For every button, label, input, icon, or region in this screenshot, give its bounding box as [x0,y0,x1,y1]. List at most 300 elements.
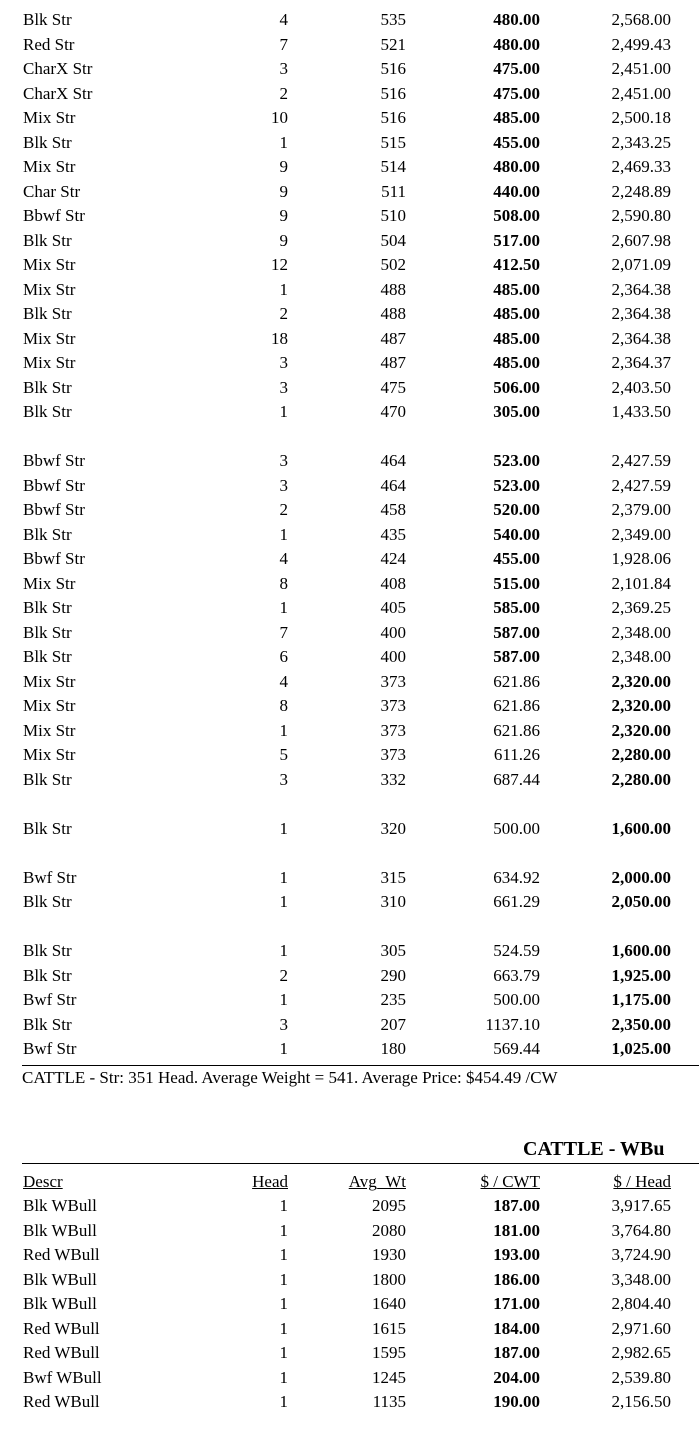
cell-head: 1 [279,402,288,421]
table-row [0,253,699,278]
cell-price-cwt: 475.00 [493,59,540,78]
cell-avg-wt: 464 [380,451,406,470]
cell-avg-wt: 405 [380,598,406,617]
cell-head: 1 [279,892,288,911]
cell-head: 1 [279,720,288,740]
cell-price-cwt: 1137.10 [485,1014,540,1034]
cell-avg-wt: 290 [380,965,406,985]
section-title-divider [22,1163,699,1164]
cell-avg-wt: 511 [381,181,406,201]
cell-avg-wt: 2095 [372,1196,406,1215]
cell-avg-wt: 180 [380,1039,406,1058]
cell-price-cwt: 621.86 [493,696,540,715]
cell-price-cwt: 184.00 [493,1318,540,1338]
cell-price-head: 2,379.00 [611,500,671,519]
cell-price-head: 2,568.00 [611,10,671,29]
cell-head: 1 [279,1367,288,1387]
cell-avg-wt: 2080 [372,1220,406,1240]
cell-price-head: 2,364.37 [611,353,671,372]
cell-avg-wt: 235 [380,990,406,1009]
cell-descr: Mix Str [23,255,76,274]
table-row [0,1341,699,1366]
table-row [0,204,699,229]
cell-price-head: 1,600.00 [611,941,671,960]
cell-avg-wt: 1615 [372,1318,406,1338]
cell-price-cwt: 663.79 [493,965,540,985]
cell-price-cwt: 480.00 [493,34,540,54]
table-row [0,155,699,180]
cell-price-head: 2,982.65 [611,1343,671,1362]
cell-price-head: 2,364.38 [611,328,671,348]
cell-price-cwt: 520.00 [493,500,540,519]
table-row [0,498,699,523]
cell-avg-wt: 1595 [372,1343,406,1362]
cell-price-head: 1,600.00 [611,818,671,838]
cell-price-head: 2,156.50 [611,1392,671,1411]
table-row [0,33,699,58]
cell-head: 1 [279,1318,288,1338]
table-header-row [0,1170,699,1194]
cell-head: 8 [279,696,288,715]
cell-avg-wt: 521 [380,34,406,54]
cell-descr: Red WBull [23,1343,100,1362]
cell-avg-wt: 458 [380,500,406,519]
cell-descr: Red Str [23,34,75,54]
cell-avg-wt: 1930 [372,1245,406,1264]
cell-price-cwt: 621.86 [493,671,540,691]
cell-price-head: 2,971.60 [611,1318,671,1338]
cell-head: 4 [279,671,288,691]
cell-price-cwt: 621.86 [493,720,540,740]
cell-avg-wt: 332 [380,769,406,789]
table-row [0,1219,699,1244]
cell-price-cwt: 305.00 [493,402,540,421]
cell-avg-wt: 510 [380,206,406,225]
cell-avg-wt: 1640 [372,1294,406,1313]
cell-descr: Mix Str [23,745,76,764]
cell-avg-wt: 320 [380,818,406,838]
cell-price-cwt: 485.00 [493,279,540,299]
cell-descr: Blk WBull [23,1269,97,1289]
cell-avg-wt: 400 [380,622,406,642]
cell-price-head: 3,724.90 [611,1245,671,1264]
cell-price-cwt: 540.00 [493,524,540,544]
cell-avg-wt: 315 [380,867,406,887]
cell-descr: Red WBull [23,1392,100,1411]
cell-descr: Blk Str [23,304,72,323]
cell-descr: Bbwf Str [23,475,85,495]
cell-avg-wt: 488 [380,279,406,299]
cell-price-cwt: 480.00 [493,157,540,176]
cell-avg-wt: 373 [380,671,406,691]
cell-descr: Blk WBull [23,1294,97,1313]
cell-avg-wt: 305 [380,941,406,960]
cell-price-head: 2,280.00 [611,769,671,789]
table-row [0,1013,699,1038]
cell-head: 1 [279,1294,288,1313]
cell-descr: Blk Str [23,965,72,985]
cell-price-cwt: 186.00 [493,1269,540,1289]
table-row [0,474,699,499]
cell-price-head: 2,499.43 [611,34,671,54]
table-row [0,939,699,964]
cell-head: 10 [271,108,288,127]
table-row [0,1243,699,1268]
header-price-head: $ / Head [613,1172,671,1191]
table-row [0,8,699,33]
table-row [0,964,699,989]
cell-price-cwt: 475.00 [493,83,540,103]
cell-descr: Mix Str [23,671,76,691]
cell-descr: Mix Str [23,279,76,299]
cell-avg-wt: 464 [380,475,406,495]
cell-head: 1 [279,598,288,617]
cell-price-head: 2,590.80 [611,206,671,225]
cell-head: 7 [279,34,288,54]
table-row [0,768,699,793]
cell-descr: Blk Str [23,230,72,250]
cell-descr: Blk Str [23,598,72,617]
cell-head: 1 [279,1269,288,1289]
table-row [0,719,699,744]
cell-price-head: 1,925.00 [611,965,671,985]
cell-descr: CharX Str [23,83,93,103]
table-row [0,645,699,670]
cell-price-cwt: 440.00 [493,181,540,201]
cell-descr: Blk Str [23,377,72,397]
cell-price-cwt: 524.59 [493,941,540,960]
cell-avg-wt: 487 [380,353,406,372]
cell-head: 2 [279,965,288,985]
cell-avg-wt: 516 [380,108,406,127]
cell-price-head: 3,348.00 [611,1269,671,1289]
cell-avg-wt: 1135 [372,1392,406,1411]
cell-avg-wt: 400 [380,647,406,666]
cell-descr: Bbwf Str [23,500,85,519]
cell-avg-wt: 435 [380,524,406,544]
cell-descr: Mix Str [23,696,76,715]
cell-head: 5 [279,745,288,764]
cell-descr: Blk WBull [23,1196,97,1215]
table-row [0,278,699,303]
cell-price-cwt: 585.00 [493,598,540,617]
group-spacer [0,841,699,866]
cell-price-cwt: 508.00 [493,206,540,225]
cell-descr: Mix Str [23,108,76,127]
cell-price-head: 2,804.40 [611,1294,671,1313]
cell-price-head: 2,349.00 [611,524,671,544]
cell-price-head: 2,469.33 [611,157,671,176]
cell-avg-wt: 515 [380,132,406,152]
cell-price-cwt: 187.00 [493,1343,540,1362]
cell-descr: Blk Str [23,769,72,789]
cell-price-head: 2,427.59 [611,475,671,495]
cell-descr: Bwf Str [23,990,77,1009]
cell-price-cwt: 500.00 [493,818,540,838]
cell-descr: Mix Str [23,328,76,348]
cell-descr: Mix Str [23,573,76,593]
cell-price-cwt: 455.00 [493,132,540,152]
cell-head: 1 [279,1245,288,1264]
cell-price-cwt: 506.00 [493,377,540,397]
cell-head: 1 [279,1392,288,1411]
cell-price-head: 2,071.09 [611,255,671,274]
cell-avg-wt: 535 [380,10,406,29]
cell-price-head: 2,248.89 [611,181,671,201]
cell-head: 1 [279,1196,288,1215]
cell-descr: Bwf Str [23,1039,77,1058]
table-row [0,106,699,131]
cell-head: 1 [279,132,288,152]
cell-head: 9 [279,157,288,176]
cell-price-cwt: 485.00 [493,328,540,348]
cell-descr: Blk Str [23,524,72,544]
cell-price-head: 2,050.00 [611,892,671,911]
cell-price-cwt: 687.44 [493,769,540,789]
table-row [0,866,699,891]
cell-price-head: 2,403.50 [611,377,671,397]
table-row [0,890,699,915]
cell-avg-wt: 373 [380,745,406,764]
cell-descr: Blk Str [23,818,72,838]
cell-price-head: 2,364.38 [611,304,671,323]
cell-head: 1 [279,1220,288,1240]
cell-avg-wt: 373 [380,696,406,715]
table-row [0,302,699,327]
table-row [0,1366,699,1391]
cell-price-head: 2,539.80 [611,1367,671,1387]
cell-head: 9 [279,230,288,250]
cell-head: 8 [279,573,288,593]
group-spacer [0,915,699,940]
cell-price-cwt: 500.00 [493,990,540,1009]
header-head: Head [252,1172,288,1191]
wbull-rows [0,1194,699,1415]
cell-head: 1 [279,1343,288,1362]
cell-head: 3 [279,451,288,470]
cell-price-head: 2,320.00 [611,671,671,691]
cell-price-head: 2,343.25 [611,132,671,152]
cell-head: 3 [279,1014,288,1034]
cell-price-head: 2,451.00 [611,59,671,78]
cell-price-head: 2,607.98 [611,230,671,250]
table-row [0,523,699,548]
cell-price-head: 2,451.00 [611,83,671,103]
cell-head: 9 [279,181,288,201]
cell-head: 1 [279,1039,288,1058]
wbull-sales-table [0,1170,699,1415]
table-row [0,1268,699,1293]
cell-price-head: 2,500.18 [611,108,671,127]
cell-head: 2 [279,83,288,103]
cell-price-cwt: 611.26 [493,745,540,764]
table-row [0,572,699,597]
steer-summary-line: CATTLE - Str: 351 Head. Average Weight = 541. Average Price: $454.49 /CW [22,1068,558,1087]
table-row [0,351,699,376]
cell-avg-wt: 1245 [372,1367,406,1387]
cell-descr: Blk Str [23,647,72,666]
table-row [0,547,699,572]
cell-descr: Mix Str [23,720,76,740]
cell-price-head: 1,928.06 [611,549,671,568]
table-row [0,1292,699,1317]
table-row [0,1317,699,1342]
table-row [0,57,699,82]
header-descr: Descr [23,1172,63,1191]
cell-head: 18 [271,328,288,348]
cell-price-head: 2,320.00 [611,696,671,715]
cell-avg-wt: 502 [380,255,406,274]
cell-avg-wt: 514 [380,157,406,176]
cell-avg-wt: 424 [380,549,406,568]
table-row [0,1194,699,1219]
cell-avg-wt: 488 [380,304,406,323]
cell-descr: Blk Str [23,1014,72,1034]
cell-price-cwt: 661.29 [493,892,540,911]
cell-descr: Blk Str [23,402,72,421]
cell-price-cwt: 587.00 [493,622,540,642]
summary-divider [22,1065,699,1066]
cell-head: 3 [279,475,288,495]
cell-descr: Bwf Str [23,867,77,887]
cell-price-head: 2,350.00 [611,1014,671,1034]
table-row [0,1390,699,1415]
table-row [0,1037,699,1062]
cell-price-cwt: 485.00 [493,304,540,323]
cell-price-head: 2,000.00 [611,867,671,887]
table-row [0,988,699,1013]
cell-head: 4 [279,549,288,568]
cell-descr: Blk Str [23,622,72,642]
table-row [0,817,699,842]
cell-avg-wt: 516 [380,83,406,103]
cell-price-head: 2,101.84 [611,573,671,593]
cell-avg-wt: 470 [380,402,406,421]
cell-head: 4 [279,10,288,29]
cell-avg-wt: 408 [380,573,406,593]
cell-price-cwt: 204.00 [493,1367,540,1387]
cell-price-cwt: 190.00 [493,1392,540,1411]
cell-price-cwt: 187.00 [493,1196,540,1215]
cell-price-head: 3,917.65 [611,1196,671,1215]
cell-descr: Blk Str [23,10,72,29]
header-avg-wt: Avg_Wt [348,1172,406,1191]
group-spacer [0,792,699,817]
cell-price-head: 2,427.59 [611,451,671,470]
cell-price-cwt: 515.00 [493,573,540,593]
cell-head: 7 [279,622,288,642]
cell-avg-wt: 516 [380,59,406,78]
cell-head: 2 [279,500,288,519]
table-row [0,694,699,719]
cell-head: 1 [279,818,288,838]
cell-price-cwt: 517.00 [493,230,540,250]
cell-head: 3 [279,769,288,789]
cell-head: 1 [279,867,288,887]
table-row [0,327,699,352]
cell-descr: CharX Str [23,59,93,78]
table-row [0,621,699,646]
cell-price-cwt: 523.00 [493,451,540,470]
cell-price-head: 2,348.00 [611,647,671,666]
cell-descr: Bbwf Str [23,549,85,568]
cell-price-head: 2,364.38 [611,279,671,299]
cell-head: 1 [279,990,288,1009]
cell-descr: Red WBull [23,1245,100,1264]
cell-descr: Bbwf Str [23,206,85,225]
cell-avg-wt: 487 [380,328,406,348]
cell-price-cwt: 171.00 [493,1294,540,1313]
cell-descr: Blk Str [23,892,72,911]
section-title-wbull: CATTLE - WBu [523,1138,665,1160]
cell-descr: Char Str [23,181,81,201]
cell-head: 1 [279,941,288,960]
cell-head: 1 [279,524,288,544]
cell-price-cwt: 455.00 [493,549,540,568]
table-row [0,180,699,205]
cell-price-cwt: 569.44 [493,1039,540,1058]
cell-head: 3 [279,353,288,372]
cell-avg-wt: 504 [380,230,406,250]
table-row [0,743,699,768]
cell-head: 6 [279,647,288,666]
cell-price-cwt: 587.00 [493,647,540,666]
cell-price-cwt: 193.00 [493,1245,540,1264]
cell-price-cwt: 181.00 [493,1220,540,1240]
cell-head: 3 [279,59,288,78]
table-row [0,400,699,425]
cell-price-cwt: 485.00 [493,108,540,127]
cell-head: 2 [279,304,288,323]
cell-price-head: 2,280.00 [611,745,671,764]
cell-descr: Red WBull [23,1318,100,1338]
cell-descr: Bbwf Str [23,451,85,470]
cell-head: 1 [279,279,288,299]
table-row [0,449,699,474]
cell-price-head: 1,025.00 [611,1039,671,1058]
cell-head: 12 [271,255,288,274]
table-row [0,131,699,156]
cell-descr: Bwf WBull [23,1367,102,1387]
cell-price-cwt: 634.92 [493,867,540,887]
cell-head: 3 [279,377,288,397]
cell-head: 9 [279,206,288,225]
table-row [0,596,699,621]
table-row [0,376,699,401]
cell-price-cwt: 412.50 [493,255,540,274]
table-row [0,229,699,254]
cell-price-head: 1,433.50 [611,402,671,421]
cell-avg-wt: 475 [380,377,406,397]
cell-price-head: 2,369.25 [611,598,671,617]
cell-price-cwt: 485.00 [493,353,540,372]
cell-avg-wt: 310 [380,892,406,911]
cell-price-head: 3,764.80 [611,1220,671,1240]
cell-descr: Blk Str [23,132,72,152]
cell-descr: Mix Str [23,157,76,176]
steer-sales-table [0,8,699,1062]
cell-descr: Blk WBull [23,1220,97,1240]
cell-price-cwt: 523.00 [493,475,540,495]
cell-price-head: 2,320.00 [611,720,671,740]
cell-descr: Mix Str [23,353,76,372]
table-row [0,670,699,695]
header-price-cwt: $ / CWT [480,1172,540,1191]
cell-avg-wt: 207 [380,1014,406,1034]
cell-avg-wt: 373 [380,720,406,740]
group-spacer [0,425,699,450]
cell-price-head: 1,175.00 [611,990,671,1009]
